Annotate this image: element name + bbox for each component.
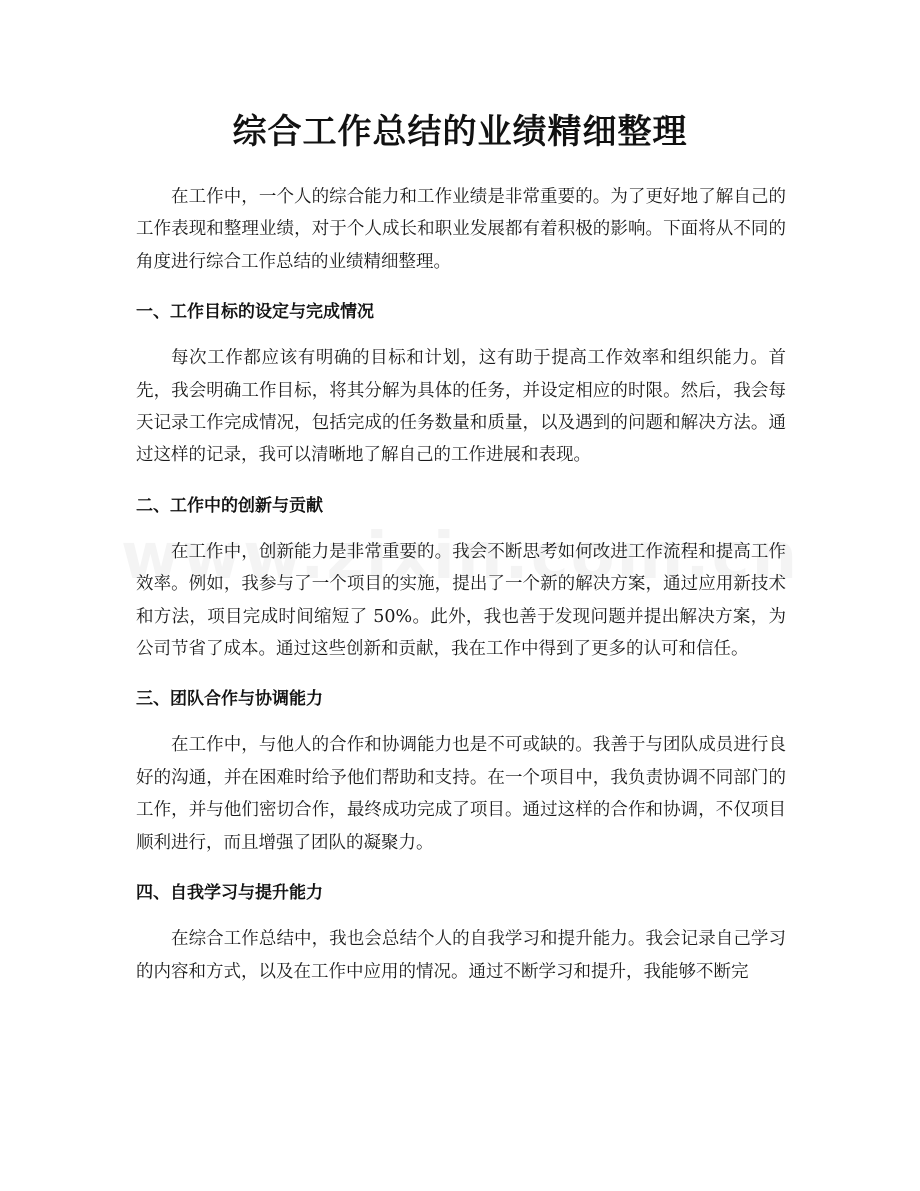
section-body-3: 在工作中，与他人的合作和协调能力也是不可或缺的。我善于与团队成员进行良好的沟通，并在困难时给予他们帮助和支持。在一个项目中，我负责协调不同部门的工作，并与他们密切合作，最终成功完成了项目。通过这样的合作和协调，不仅项目顺利进行，而且增强了团队的凝聚力。 xyxy=(136,735,786,853)
section-body-4: 在综合工作总结中，我也会总结个人的自我学习和提升能力。我会记录自己学习的内容和方式，以及在工作中应用的情况。通过不断学习和提升，我能够不断完 xyxy=(136,929,786,982)
section-heading-3: 三、团队合作与协调能力 xyxy=(136,689,323,710)
section-body-1: 每次工作都应该有明确的目标和计划，这有助于提高工作效率和组织能力。首先，我会明确工作目标，将其分解为具体的任务，并设定相应的时限。然后，我会每天记录工作完成情况，包括完成的任务数量和质量，以及遇到的问题和解决方法。通过这样的记录，我可以清晰地了解自己的工作进展和表现。 xyxy=(136,348,786,466)
section-heading-2: 二、工作中的创新与贡献 xyxy=(136,495,323,516)
page-title: 综合工作总结的业绩精细整理 xyxy=(232,112,688,152)
intro-paragraph: 在工作中，一个人的综合能力和工作业绩是非常重要的。为了更好地了解自己的工作表现和整理业绩，对于个人成长和职业发展都有着积极的影响。下面将从不同的角度进行综合工作总结的业绩精细整理。 xyxy=(136,187,786,272)
section-body-2: 在工作中，创新能力是非常重要的。我会不断思考如何改进工作流程和提高工作效率。例如，我参与了一个项目的实施，提出了一个新的解决方案，通过应用新技术和方法，项目完成时间缩短了 50%。此外，我也善于发现问题并提出解决方案，为公司节省了成本。通过这些创新和贡献，我在工作中得到了更多的认可和信任。 xyxy=(136,541,786,660)
document-body xyxy=(136,181,786,988)
section-heading-1: 一、工作目标的设定与完成情况 xyxy=(136,302,374,323)
section-heading-4: 四、自我学习与提升能力 xyxy=(136,883,323,904)
